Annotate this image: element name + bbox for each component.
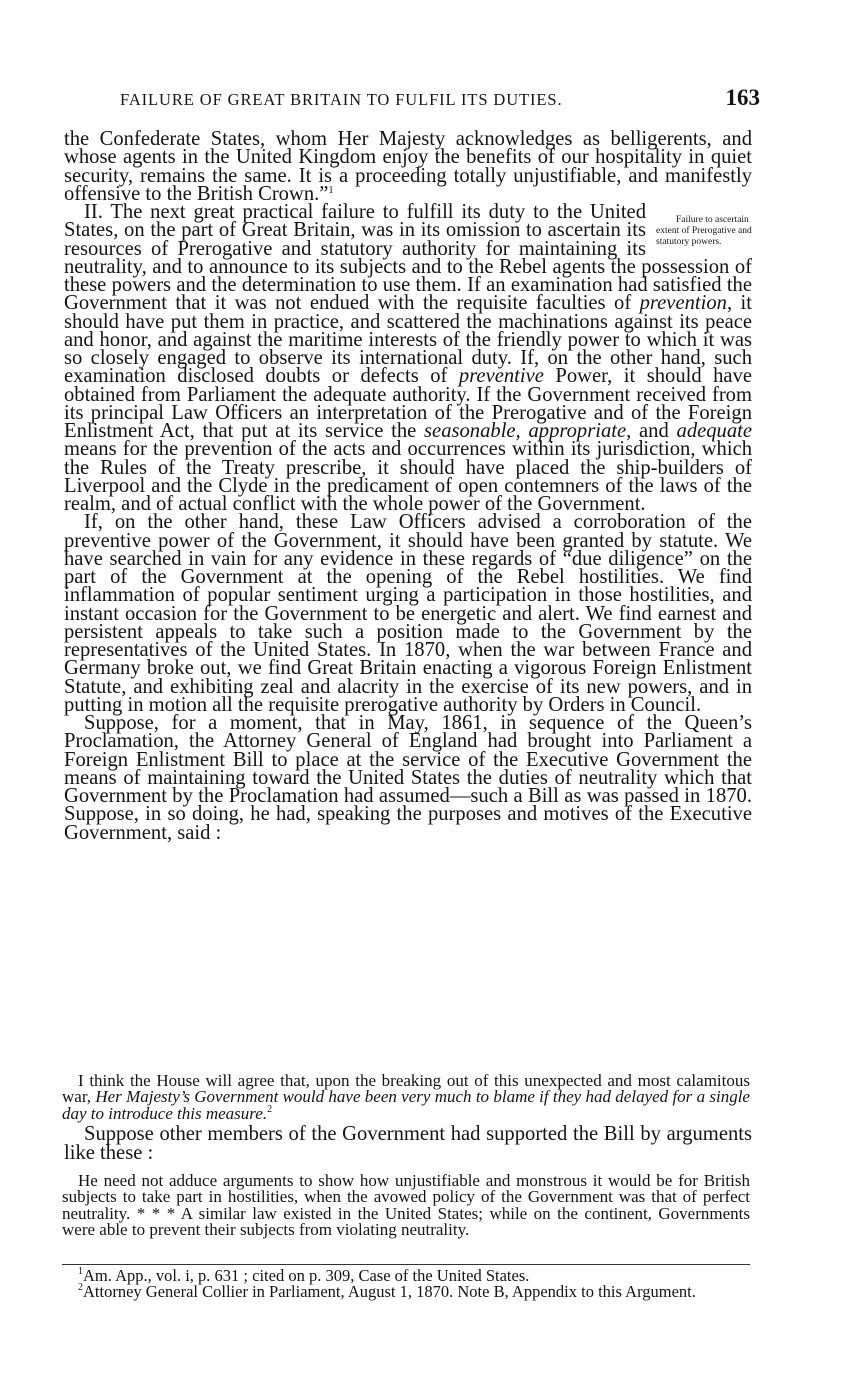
block-quote-attorney-general: I think the House will agree that, upon the breaking out of this unexpected and most calamitous war, Her Majesty’s Government would have been very much to blame if they had delayed for a single day to introduce this measure.$^2$ [62,1071,750,1123]
paragraph-suppose: Suppose, for a moment, that in May, 1861, in sequence of the Queen’s Proclamation, the Attorney General of England had brought into Parliament a Foreign Enlistment Bill to place at the service of the Executive Government the means of maintaining toward the United States the duties of neutrality which that Government by the Proclamation had assumed—such a Bill as was passed in 1870. Suppose, in so doing, he had, speaking the purposes and motives of the Executive Government, said : [64,712,752,844]
margin-note: Failure to ascertain extent of Prerogative and statutory powers. [656,215,752,247]
footnote-ref-2: 2 [267,1103,273,1115]
page-number: 163 [725,85,760,110]
paragraph-section-ii: Failure to ascertain extent of Prerogative and statutory powers. II. The next great practical failure to fulfill its duty to the United States, on the part of Great Britain, was in its omission to ascertain its resources of Prerogative and statutory authority for maintaining its neutrality, and to announce to its subjects and to the Rebel agents the possession of these powers and the determination to use them. If an examination had satisfied the Government that it was not endued with the requisite faculties of prevention, it should have put them in practice, and scattered the machinations against its peace and honor, and against the maritime interests of the friendly power to which it was so closely engaged to observe its international duty. If, on the other hand, such examination disclosed doubts or defects of preventive Power, it should have obtained from Parliament the adequate authority. If the Government received from its principal Law Officers an interpretation of the Prerogative and of the Foreign Enlistment Act, that put at its service the seasonable, appropriate, and adequate means for the prevention of the acts and occurrences within its jurisdiction, which the Rules of the Treaty prescribe, it should have placed the ship-builders of Liverpool and the Clyde in the predicament of open contemners of the laws of the realm, and of actual conflict with the whole power of the Government. [64,203,752,513]
paragraph-law-officers: If, on the other hand, these Law Officers advised a corroboration of the preventive power of the Government, it should have been granted by statute. We have searched in vain for any evidence in these regards of “due diligence” on the part of the Government at the opening of the Rebel hostilities. We find inflammation of popular sentiment urging a participation in those hostilities, and instant occasion for the Government to be energetic and alert. We find earnest and persistent appeals to take such a position made to the Government by the representatives of the United States. In 1870, when the war between France and Germany broke out, we find Great Britain enacting a vigorous Foreign Enlistment Statute, and exhibiting zeal and alacrity in the exercise of its new powers, and in putting in motion all the requisite prerogative authority by Orders in Council. [64,511,752,716]
running-title: FAILURE OF GREAT BRITAIN TO FULFIL ITS DUTIES. [120,90,563,109]
page-header [120,85,760,114]
footnote-divider [62,1264,750,1265]
footnotes [62,1268,750,1299]
footnote-ref-1: 1 [328,184,334,196]
main-text [64,130,752,842]
paragraph-other-members: Suppose other members of the Government had supported the Bill by arguments like these : [64,1123,752,1164]
footnote-2: $^2$Attorney General Collier in Parliament, August 1, 1870. Note B, Appendix to this Argument. [78,1281,696,1301]
paragraph-continued: the Confederate States, whom Her Majesty acknowledges as belligerents, and whose agents in the United Kingdom enjoy the benefits of our hospitality in quiet security, remains the same. It is a proceeding totally unjustifiable, and manifestly offensive to the British Crown.”$^1$ [64,128,752,205]
footnote-1: $^1$Am. App., vol. i, p. 631 ; cited on p. 309, Case of the United States. [78,1266,530,1285]
block-quote-arguments: He need not adduce arguments to show how unjustifiable and monstrous it would be for British subjects to take part in hostilities, when the avowed policy of the Government was that of perfect neutrality. * * * A similar law existed in the United States; while on the continent, Governments were able to prevent their subjects from violating neutrality. [62,1171,750,1239]
paragraph-other-members-wrap [64,1125,752,1162]
